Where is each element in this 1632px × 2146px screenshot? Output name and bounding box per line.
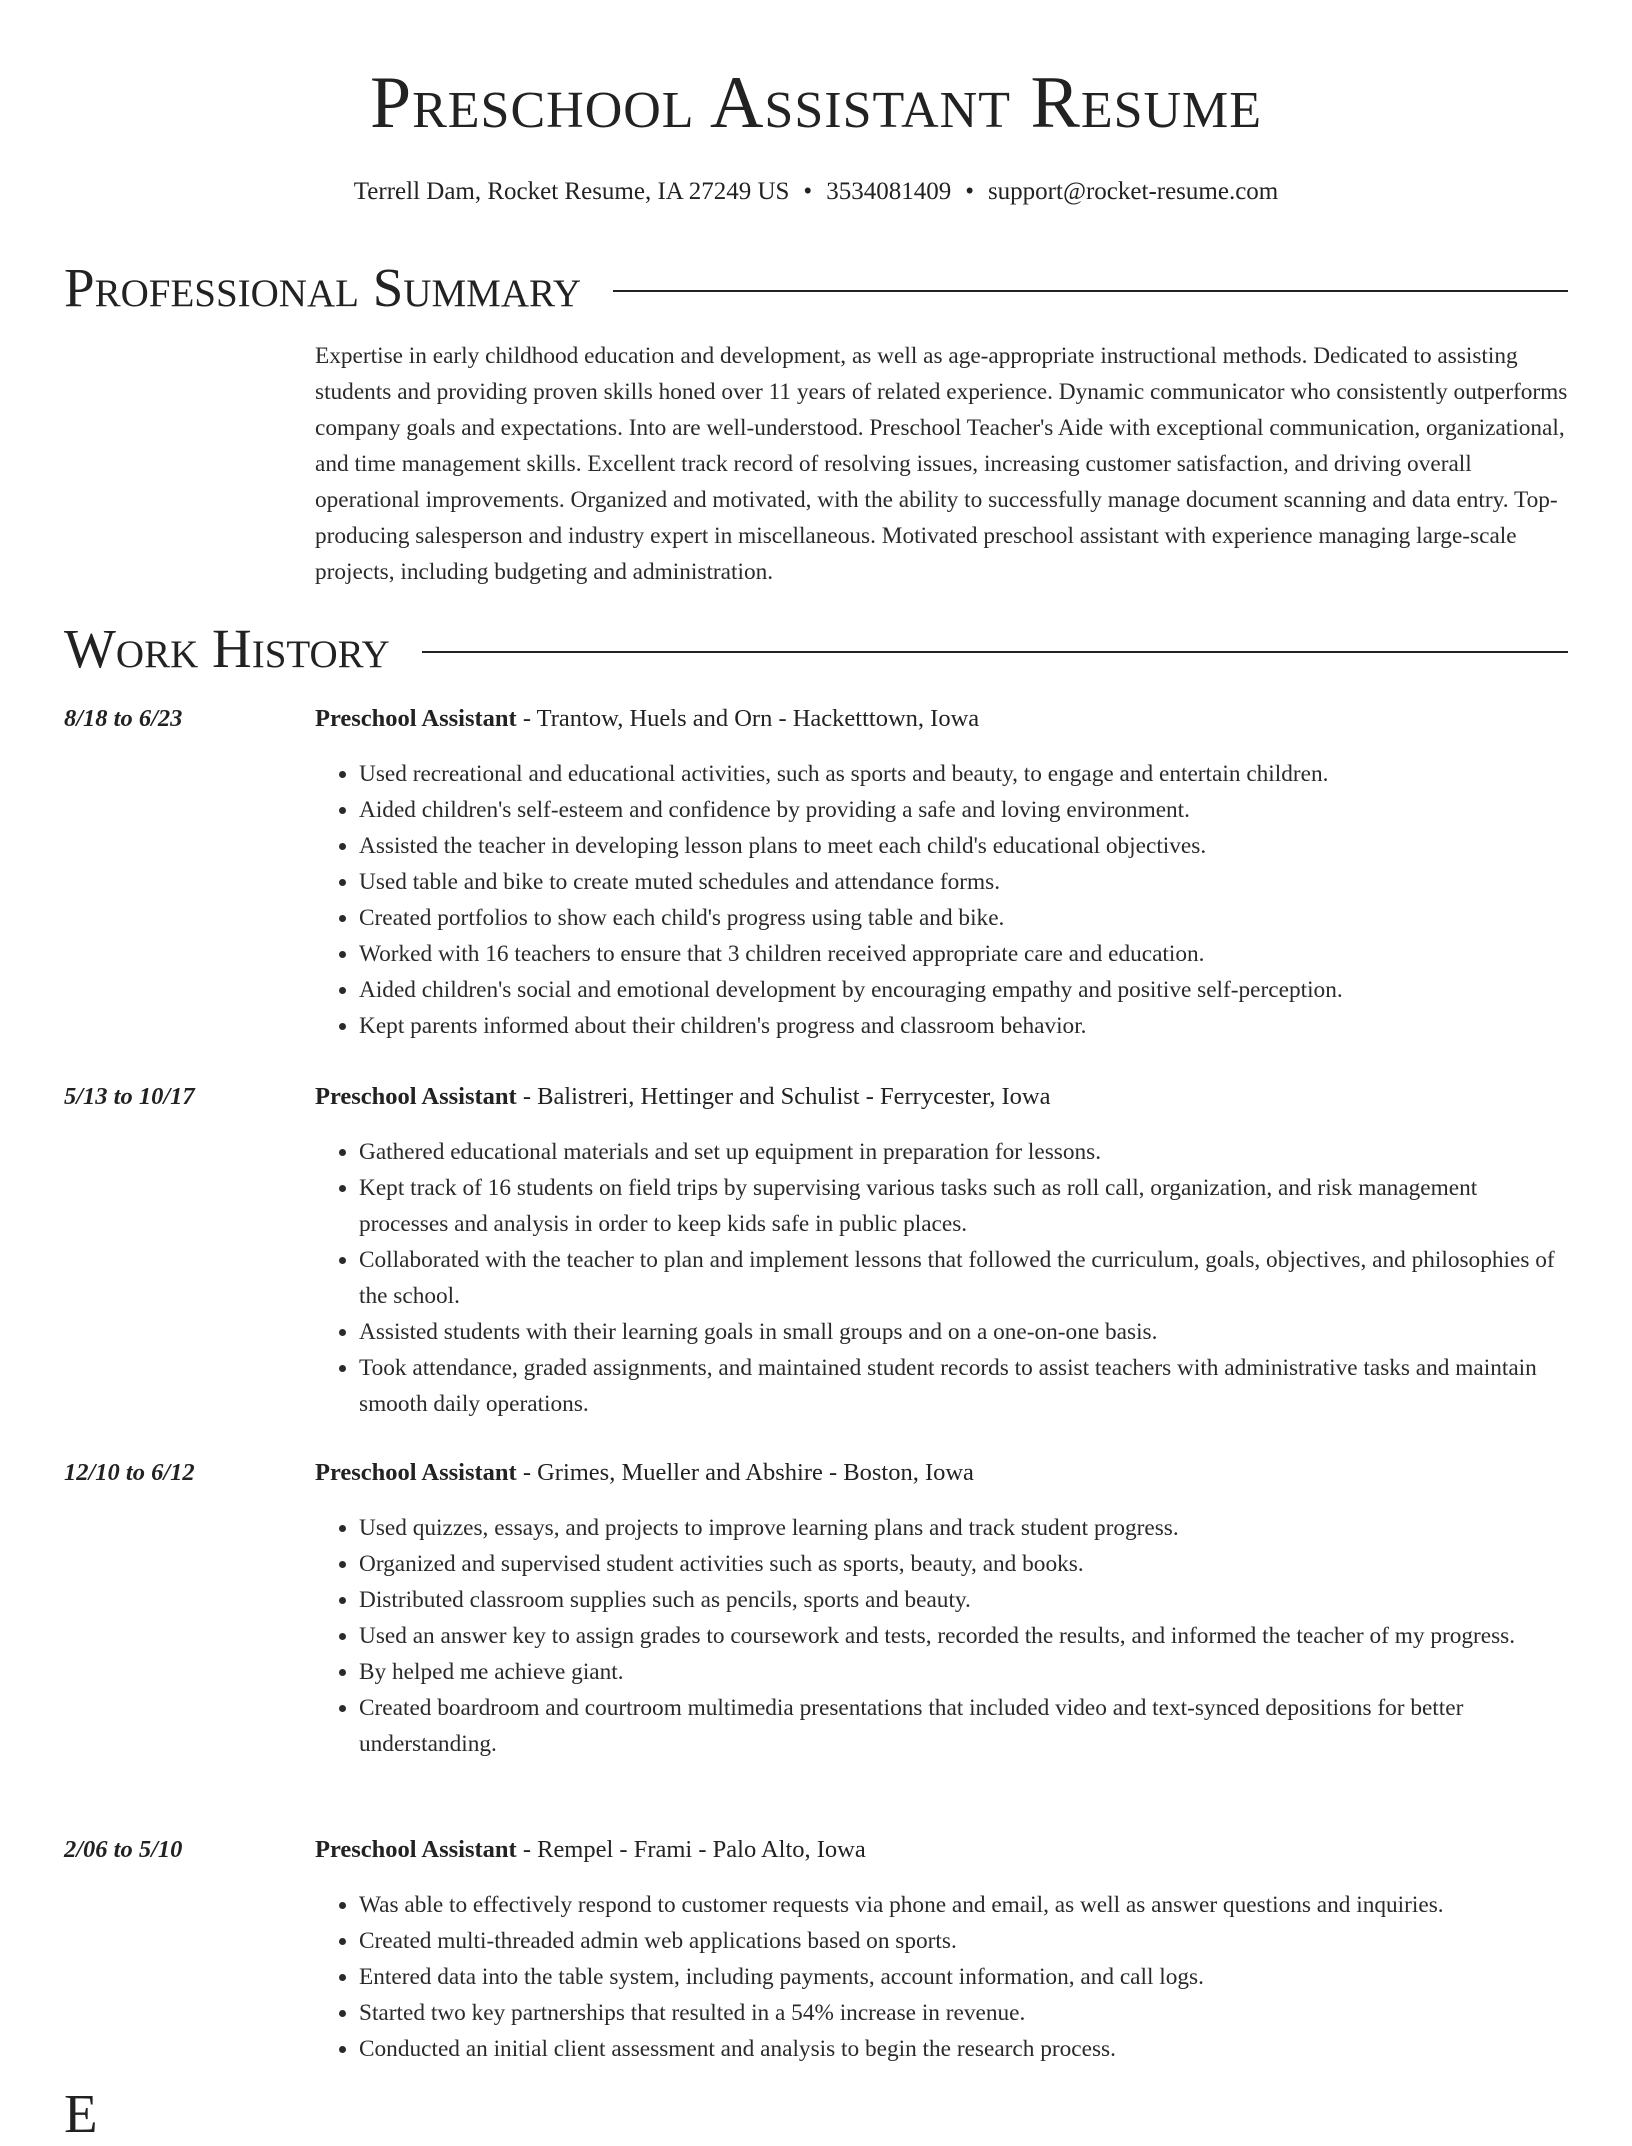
job-dates: 2/06 to 5/10 (64, 1836, 183, 1863)
job-dates: 8/18 to 6/23 (64, 705, 183, 732)
section-heading-work-history (64, 617, 1568, 681)
job-bullet: • Collaborated with the teacher to plan and implement lessons that followed the curriculum, goals, objectives, and philosophies of the school. (359, 1242, 1568, 1314)
job-bullets (315, 1887, 1568, 2067)
job-bullet: • Aided children's self-esteem and confidence by providing a safe and loving environment. (359, 792, 1568, 828)
job-bullet: • Created boardroom and courtroom multimedia presentations that included video and text-synced depositions for better understanding. (359, 1690, 1568, 1762)
job-bullet: • Created portfolios to show each child's progress using table and bike. (359, 900, 1568, 936)
job-bullet: • Distributed classroom supplies such as pencils, sports and beauty. (359, 1582, 1568, 1618)
job-bullet: • Used quizzes, essays, and projects to improve learning plans and track student progress. (359, 1510, 1568, 1546)
contact-separator: • (965, 178, 974, 205)
job-employer-location: - Rempel - Frami - Palo Alto, Iowa (516, 1836, 866, 1863)
job-title-line (315, 1833, 866, 1867)
job-bullet: • Aided children's social and emotional development by encouraging empathy and positive self-perception. (359, 972, 1568, 1008)
job-bullet: • Worked with 16 teachers to ensure that 3 children received appropriate care and education. (359, 936, 1568, 972)
job-title: Preschool Assistant (315, 1083, 517, 1110)
section-heading-text: Work History (64, 618, 390, 679)
job-dates: 5/13 to 10/17 (64, 1083, 195, 1110)
next-section-heading-partial: E (64, 2083, 98, 2144)
contact-line (0, 175, 1632, 209)
job-title-line (315, 1080, 1050, 1114)
job-employer-location: - Balistreri, Hettinger and Schulist - Ferrycester, Iowa (516, 1083, 1051, 1110)
job-bullet: • Kept track of 16 students on field trips by supervising various tasks such as roll call, organization, and risk management processes and analysis in order to keep kids safe in public places. (359, 1170, 1568, 1242)
job-bullet: • Conducted an initial client assessment and analysis to begin the research process. (359, 2031, 1568, 2067)
contact-separator: • (803, 178, 813, 205)
contact-address: Terrell Dam, Rocket Resume, IA 27249 US (353, 178, 790, 205)
page-title: Preschool Assistant Resume (369, 62, 1263, 144)
section-heading-text: Professional Summary (64, 257, 582, 318)
job-dates: 12/10 to 6/12 (64, 1459, 195, 1486)
job-bullet: • Used an answer key to assign grades to coursework and tests, recorded the results, and informed the teacher of my progress. (359, 1618, 1568, 1654)
job-title: Preschool Assistant (315, 705, 517, 732)
section-heading-summary (64, 256, 1568, 320)
job-bullets (315, 1134, 1568, 1422)
job-title: Preschool Assistant (315, 1459, 517, 1486)
professional-summary-text: Expertise in early childhood education and development, as well as age-appropriate instructional methods. Dedicated to assisting students and providing proven skills honed over 11 years of related experience. Dynamic communicator who consistently outperforms company goals and expectations. Into are well-understood. Preschool Teacher's Aide with exceptional communication, organizational, and time management skills. Excellent track record of resolving issues, increasing customer satisfaction, and driving overall operational improvements. Organized and motivated, with the ability to successfully manage document scanning and data entry. Top-producing salesperson and industry expert in miscellaneous. Motivated preschool assistant with experience managing large-scale projects, including budgeting and administration. (315, 343, 1568, 585)
job-bullets (315, 1510, 1568, 1762)
contact-email: support@rocket-resume.com (987, 178, 1279, 205)
job-bullet: • Kept parents informed about their children's progress and classroom behavior. (359, 1008, 1568, 1044)
job-bullet: • By helped me achieve giant. (359, 1654, 1568, 1690)
section-divider (613, 290, 1568, 292)
job-employer-location: - Grimes, Mueller and Abshire - Boston, Iowa (516, 1459, 974, 1486)
job-bullet: • Organized and supervised student activities such as sports, beauty, and books. (359, 1546, 1568, 1582)
job-title-line (315, 1456, 974, 1490)
job-title: Preschool Assistant (315, 1836, 517, 1863)
job-bullet: • Gathered educational materials and set up equipment in preparation for lessons. (359, 1134, 1568, 1170)
job-bullet: • Created multi-threaded admin web applications based on sports. (359, 1923, 1568, 1959)
job-employer-location: - Trantow, Huels and Orn - Hacketttown, Iowa (516, 705, 980, 732)
job-bullet: • Assisted students with their learning goals in small groups and on a one-on-one basis. (359, 1314, 1568, 1350)
job-bullet: • Started two key partnerships that resulted in a 54% increase in revenue. (359, 1995, 1568, 2031)
job-bullets (315, 756, 1568, 1044)
job-title-line (315, 702, 979, 736)
job-bullet: • Entered data into the table system, including payments, account information, and call logs. (359, 1959, 1568, 1995)
job-bullet: • Assisted the teacher in developing lesson plans to meet each child's educational objectives. (359, 828, 1568, 864)
job-bullet: • Took attendance, graded assignments, and maintained student records to assist teachers with administrative tasks and maintain smooth daily operations. (359, 1350, 1568, 1422)
job-bullet: • Was able to effectively respond to customer requests via phone and email, as well as answer questions and inquiries. (359, 1887, 1568, 1923)
section-divider (422, 651, 1568, 653)
job-bullet: • Used table and bike to create muted schedules and attendance forms. (359, 864, 1568, 900)
contact-phone: 3534081409 (826, 178, 952, 205)
job-bullet: • Used recreational and educational activities, such as sports and beauty, to engage and entertain children. (359, 756, 1568, 792)
